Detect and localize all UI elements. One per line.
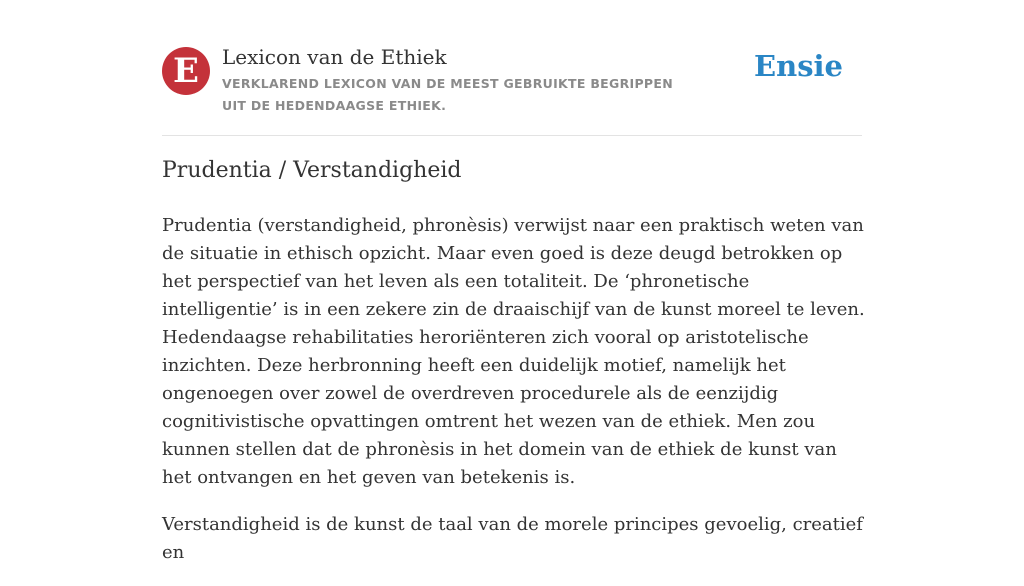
- logo-letter: E: [173, 51, 199, 91]
- page: [162, 0, 865, 563]
- entry-paragraph-2: Verstandigheid is de kunst de taal van de morele principes gevoelig, creatief en: [162, 514, 863, 563]
- site-title-link[interactable]: Lexicon van de Ethiek: [222, 45, 447, 69]
- entry-title: Prudentia / Verstandigheid: [162, 158, 462, 183]
- entry-body: [162, 212, 868, 586]
- ensie-brand-link[interactable]: Ensie: [754, 49, 843, 83]
- entry-paragraph-1: Prudentia (verstandigheid, phronèsis) verwijst naar een praktisch weten van de situatie in ethisch opzicht. Maar even goed is deze deugd betrokken op het perspectief van het leven als een totaliteit. De ‘phronetische intelligentie’ is in een zekere zin de draaischijf van de kunst moreel te leven. Hedendaagse rehabilitaties heroriënteren zich vooral op aristotelische inzichten. Deze herbronning heeft een duidelijk motief, namelijk het ongenoegen over zowel de overdreven procedurele als de eenzijdig cognitivistische opvattingen omtrent het wezen van de ethiek. Men zou kunnen stellen dat de phronèsis in het domein van de ethiek de kunst van het ontvangen en het geven van betekenis is.: [162, 215, 865, 488]
- site-header: [162, 0, 862, 136]
- site-description: VERKLAREND LEXICON VAN DE MEEST GEBRUIKTE BEGRIPPEN UIT DE HEDENDAAGSE ETHIEK.: [222, 76, 673, 113]
- lexicon-logo[interactable]: [162, 47, 210, 95]
